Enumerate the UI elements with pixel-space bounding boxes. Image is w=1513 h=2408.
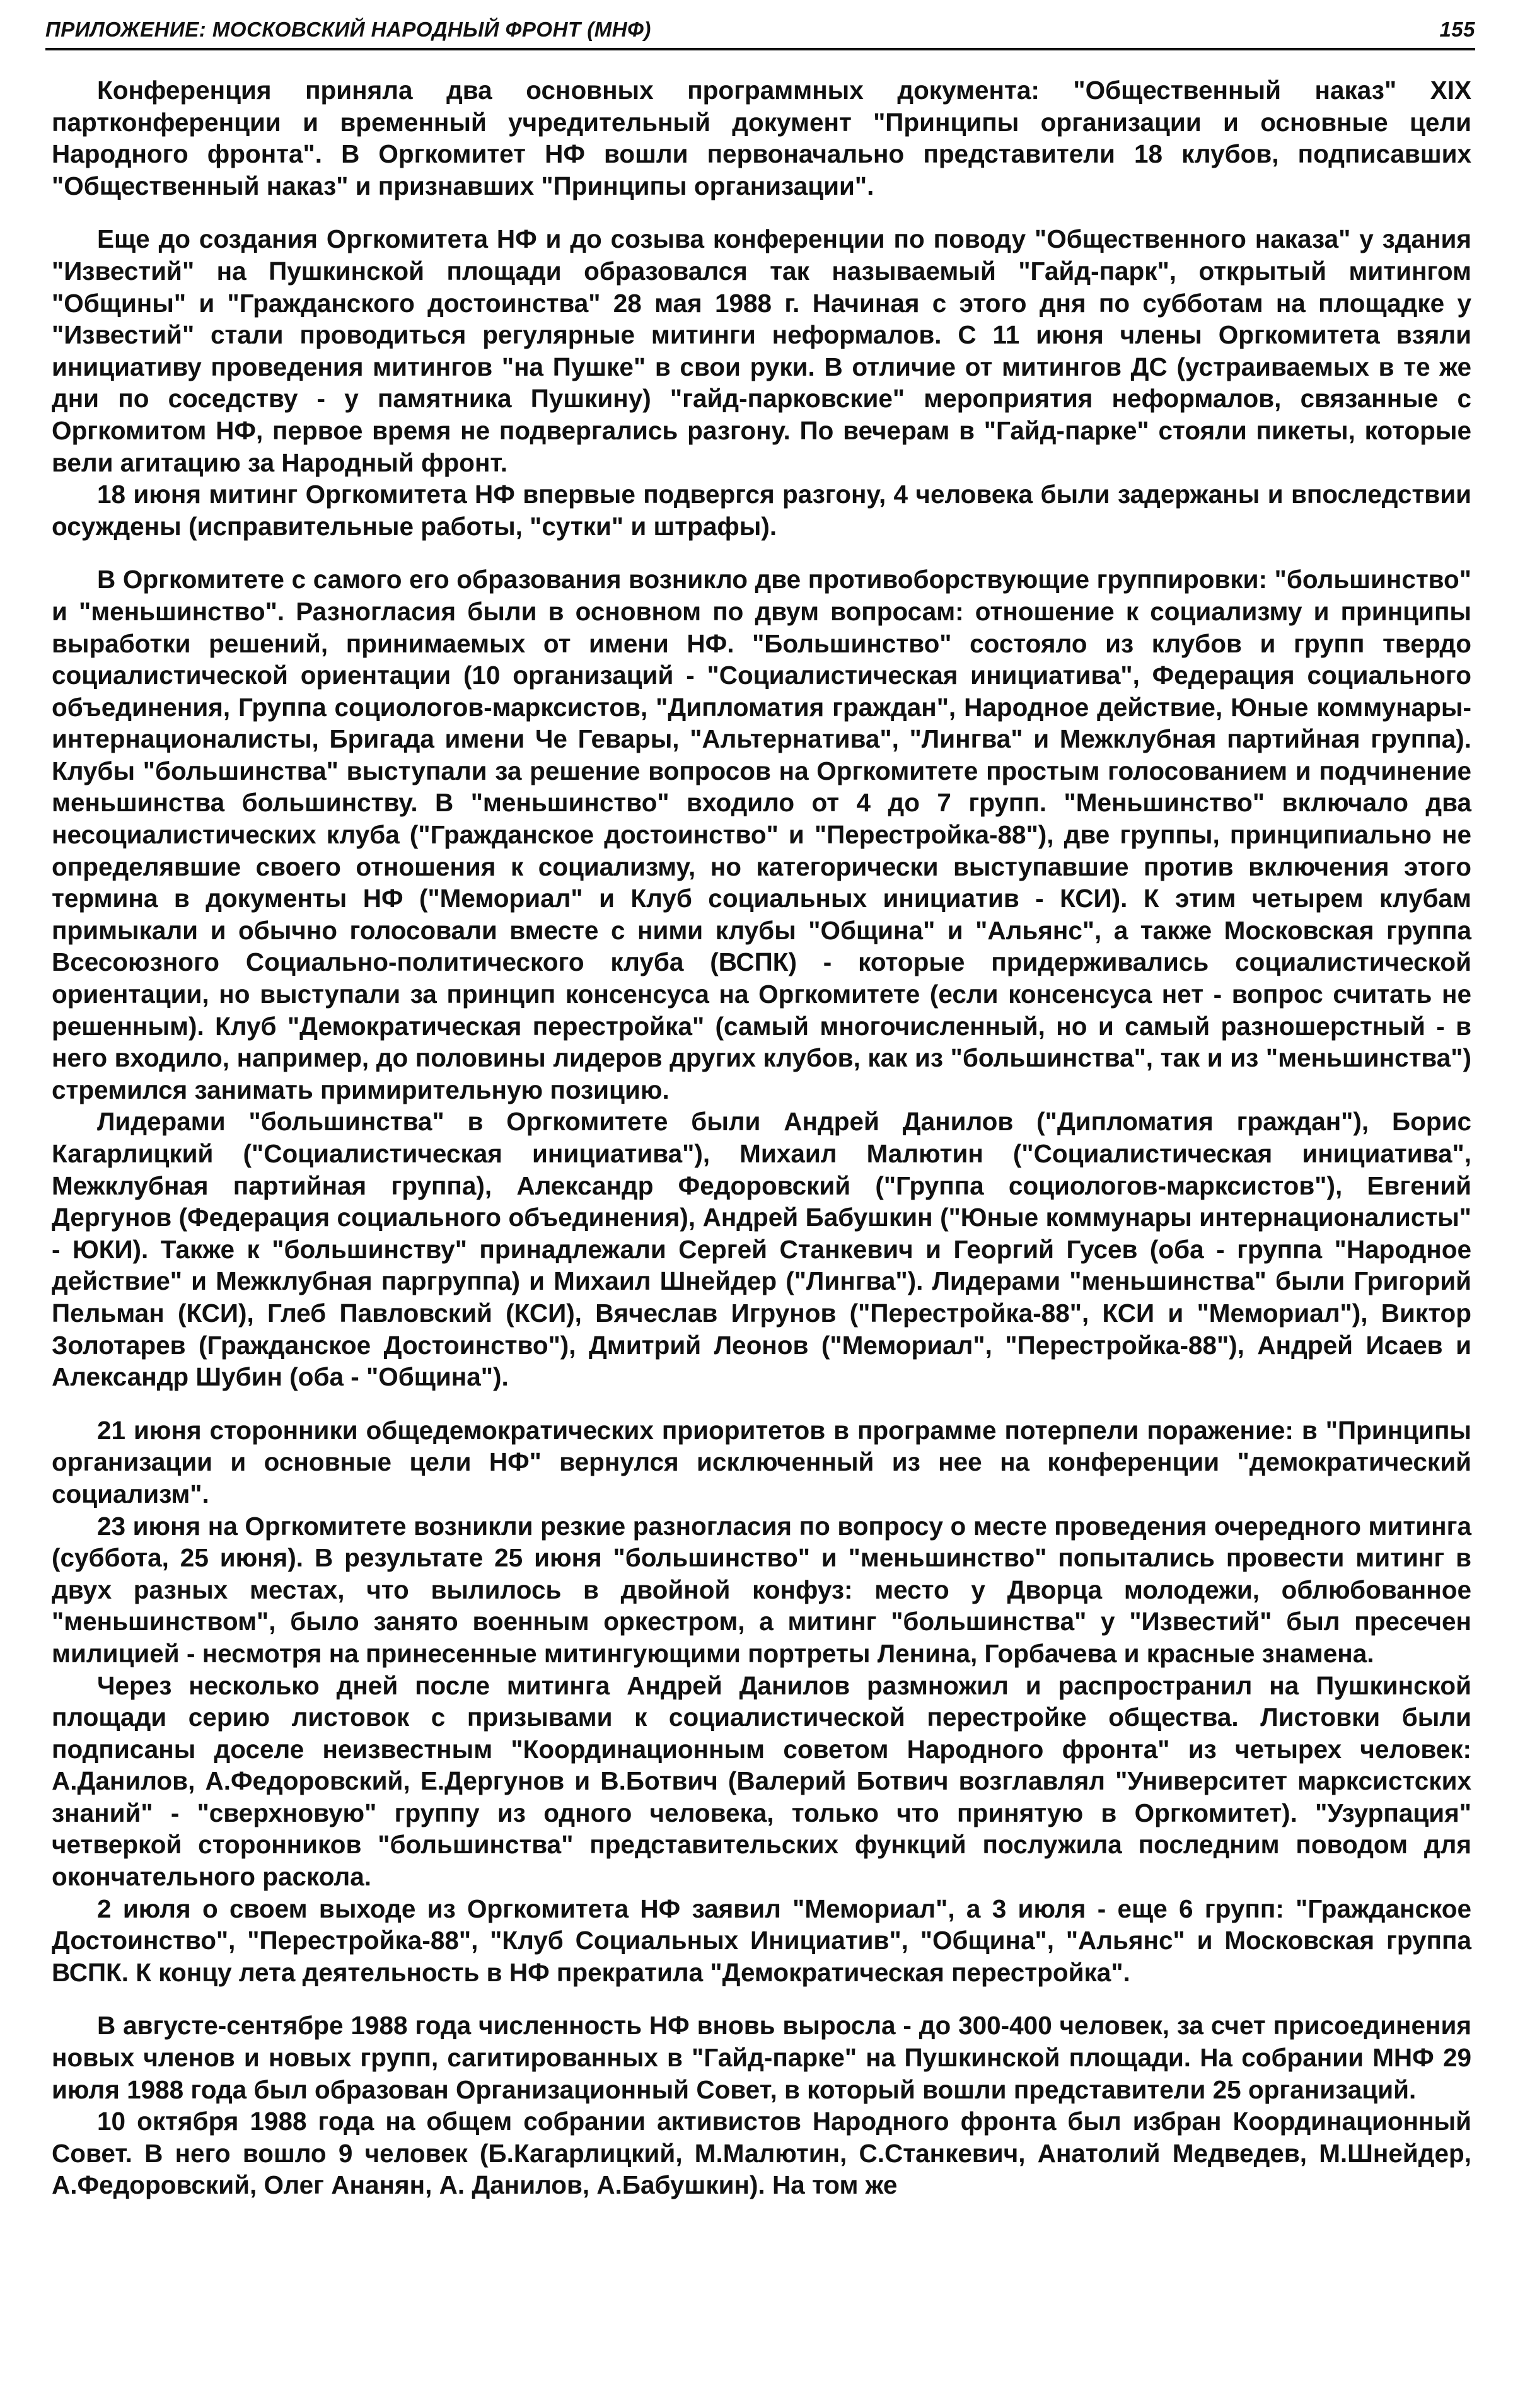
paragraph: 2 июля о своем выходе из Оргкомитета НФ заявил "Мемориал", а 3 июля - еще 6 групп: "Гражданское Достоинство", "Перестройка-88", "Клуб Социальных Инициатив", "Община", "Альянс" и Московская группа ВСПК. К концу лета деятельность в НФ прекратила "Демократическая перестройка". <box>52 1894 1471 1987</box>
paragraph: В Оргкомитете с самого его образования возникло две противоборствующие группировки: "большинство" и "меньшинство". Разногласия были в основном по двум вопросам: отношение к социализму и принципы выработки решений, принимаемых от имени НФ. "Большинство" состояло из клубов и групп твердо социалистической ориентации (10 организаций - "Социалистическая инициатива", Федерация социального объединения, Группа социологов-марксистов, "Дипломатия граждан", Народное действие, Юные коммунары-интернационалисты, Бригада имени Че Гевары, "Альтернатива", "Лингва" и Межклубная партийная группа). Клубы "большинства" выступали за решение вопросов на Оргкомитете простым голосованием и подчинение меньшинства большинству. В "меньшинство" входило от 4 до 7 групп. "Меньшинство" включало два несоциалистических клуба ("Гражданское достоинство" и "Перестройка-88"), две группы, принципиально не определявшие своего отношения к социализму, но категорически выступавшие против включения этого термина в документы НФ ("Мемориал" и Клуб социальных инициатив - КСИ). К этим четырем клубам примыкали и обычно голосовали вместе с ними клубы "Община" и "Альянс", а также Московская группа Всесоюзного Социально-политического клуба (ВСПК) - которые придерживались социалистической ориентации, но выступали за принцип консенсуса на Оргкомитете (если консенсуса нет - вопрос считать не решенным). Клуб "Демократическая перестройка" (самый многочисленный, но и самый разношерстный - в него входило, например, до половины лидеров других клубов, как из "большинства", так и из "меньшинства") стремился занимать примирительную позицию. <box>52 565 1471 1104</box>
running-title: ПРИЛОЖЕНИЕ: МОСКОВСКИЙ НАРОДНЫЙ ФРОНТ (МНФ) <box>45 18 651 41</box>
paragraph: 10 октября 1988 года на общем собрании активистов Народного фронта был избран Координационный Совет. В него вошло 9 человек (Б.Кагарлицкий, М.Малютин, С.Станкевич, Анатолий Медведев, М.Шнейдер, А.Федоровский, Олег Ананян, А. Данилов, А.Бабушкин). На том же <box>52 2107 1471 2200</box>
paragraph: 23 июня на Оргкомитете возникли резкие разногласия по вопросу о месте проведения очередного митинга (суббота, 25 июня). В результате 25 июня "большинство" и "меньшинство" попытались провести митинг в двух разных местах, что вылилось в двойной конфуз: место у Дворца молодежи, облюбованное "меньшинством", было занято военным оркестром, а митинг "большинства" у "Известий" был пресечен милицией - несмотря на принесенные митингующими портреты Ленина, Горбачева и красные знамена. <box>52 1511 1471 1668</box>
page <box>45 18 1475 2201</box>
running-header <box>45 18 1475 50</box>
paragraph: В августе-сентябре 1988 года численность НФ вновь выросла - до 300-400 человек, за счет присоединения новых членов и новых групп, сагитированных в "Гайд-парке" на Пушкинской площади. На собрании МНФ 29 июля 1988 года был образован Организационный Совет, в который вошли представители 25 организаций. <box>52 2011 1471 2104</box>
paragraph: 18 июня митинг Оргкомитета НФ впервые подвергся разгону, 4 человека были задержаны и впоследствии осуждены (исправительные работы, "сутки" и штрафы). <box>52 480 1471 541</box>
page-number: 155 <box>1439 18 1475 41</box>
body-text <box>52 74 1471 2201</box>
paragraph: 21 июня сторонники общедемократических приоритетов в программе потерпели поражение: в "Принципы организации и основные цели НФ" вернулся исключенный из нее на конференции "демократический социализм". <box>52 1415 1471 1508</box>
paragraph: Через несколько дней после митинга Андрей Данилов размножил и распространил на Пушкинской площади серию листовок с призывами к социалистической перестройке общества. Листовки были подписаны доселе неизвестным "Координационным советом Народного фронта" из четырех человек: А.Данилов, А.Федоровский, Е.Дергунов и В.Ботвич (Валерий Ботвич возглавлял "Университет марксистских знаний" - "сверхновую" группу из одного человека, только что принятую в Оргкомитет). "Узурпация" четверкой сторонников "большинства" представительских функций послужила последним поводом для окончательного раскола. <box>52 1670 1471 1892</box>
paragraph: Еще до создания Оргкомитета НФ и до созыва конференции по поводу "Общественного наказа" у здания "Известий" на Пушкинской площади образовался так называемый "Гайд-парк", открытый митингом "Общины" и "Гражданского достоинства" 28 мая 1988 г. Начиная с этого дня по субботам на площадке у "Известий" стали проводиться регулярные митинги неформалов. С 11 июня члены Оргкомитета взяли инициативу проведения митингов "на Пушке" в свои руки. В отличие от митингов ДС (устраиваемых в те же дни по соседству - у памятника Пушкину) "гайд-парковские" мероприятия неформалов, связанные с Оргкомитом НФ, первое время не подвергались разгону. По вечерам в "Гайд-парке" стояли пикеты, которые вели агитацию за Народный фронт. <box>52 224 1471 477</box>
paragraph: Лидерами "большинства" в Оргкомитете были Андрей Данилов ("Дипломатия граждан"), Борис Кагарлицкий ("Социалистическая инициатива"), Михаил Малютин ("Социалистическая инициатива", Межклубная партийная группа), Александр Федоровский ("Группа социологов-марксистов"), Евгений Дергунов (Федерация социального объединения), Андрей Бабушкин ("Юные коммунары интернационалисты" - ЮКИ). Также к "большинству" принадлежали Сергей Станкевич и Георгий Гусев (оба - группа "Народное действие" и Межклубная паргруппа) и Михаил Шнейдер ("Лингва"). Лидерами "меньшинства" были Григорий Пельман (КСИ), Глеб Павловский (КСИ), Вячеслав Игрунов ("Перестройка-88", КСИ и "Мемориал"), Виктор Золотарев (Гражданское Достоинство"), Дмитрий Леонов ("Мемориал", "Перестройка-88"), Андрей Исаев и Александр Шубин (оба - "Община"). <box>52 1107 1471 1392</box>
paragraph: Конференция приняла два основных программных документа: "Общественный наказ" XIX партконференции и временный учредительный документ "Принципы организации и основные цели Народного фронта". В Оргкомитет НФ вошли первоначально представители 18 клубов, подписавших "Общественный наказ" и признавших "Принципы организации". <box>52 76 1471 200</box>
